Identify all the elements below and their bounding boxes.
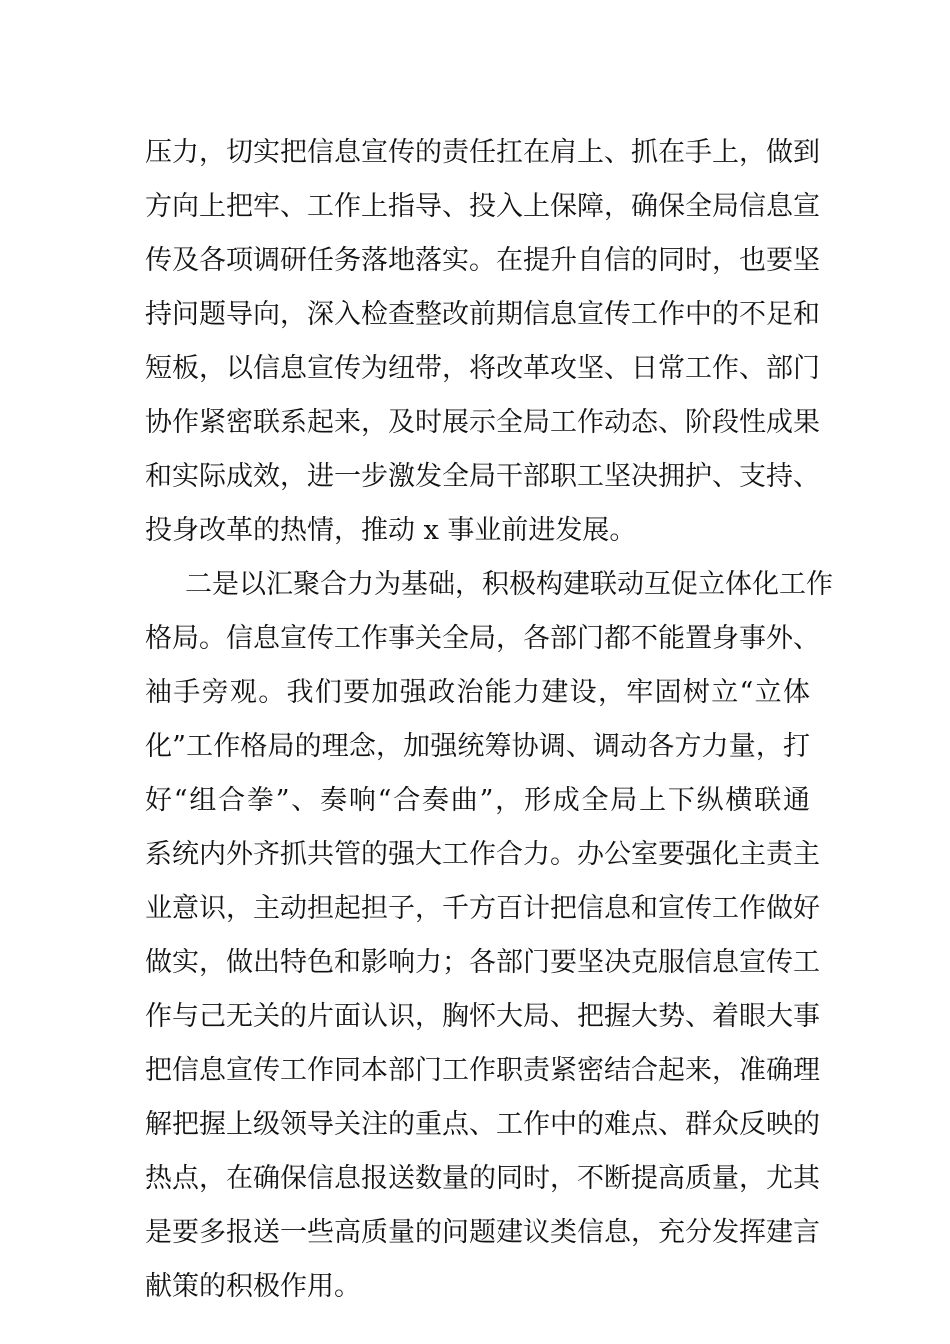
text-line: 持问题导向，深入检查整改前期信息宣传工作中的不足和 [145, 299, 820, 330]
text-line: 传及各项调研任务落地落实。在提升自信的同时，也要坚 [145, 245, 820, 276]
text-line: 化”工作格局的理念，加强统筹协调、调动各方力量，打 [145, 731, 810, 762]
text-line: 作与己无关的片面认识，胸怀大局、把握大势、着眼大事 [145, 1001, 820, 1032]
text-line: 袖手旁观。我们要加强政治能力建设，牢固树立“立体 [145, 677, 810, 708]
text-line: 压力，切实把信息宣传的责任扛在肩上、抓在手上，做到 [145, 137, 820, 168]
text-line: 解把握上级领导关注的重点、工作中的难点、群众反映的 [145, 1109, 820, 1140]
text-line: 格局。信息宣传工作事关全局，各部门都不能置身事外、 [145, 623, 820, 654]
text-line: 方向上把牢、工作上指导、投入上保障，确保全局信息宣 [145, 191, 820, 222]
text-line: 协作紧密联系起来，及时展示全局工作动态、阶段性成果 [145, 407, 820, 438]
text-line: 是要多报送一些高质量的问题建议类信息，充分发挥建言 [145, 1217, 820, 1248]
text-line: 把信息宣传工作同本部门工作职责紧密结合起来，准确理 [145, 1055, 820, 1086]
text-line: 短板，以信息宣传为纽带，将改革攻坚、日常工作、部门 [145, 353, 820, 384]
paragraph-end-line: 投身改革的热情，推动 x 事业前进发展。 [145, 515, 637, 546]
text-line: 热点，在确保信息报送数量的同时，不断提高质量，尤其 [145, 1163, 820, 1194]
text-line: 和实际成效，进一步激发全局干部职工坚决拥护、支持、 [145, 461, 820, 492]
text-line: 好“组合拳”、奏响“合奏曲”，形成全局上下纵横联通 [145, 785, 810, 816]
body-text [145, 126, 833, 1314]
paragraph-end-line: 献策的积极作用。 [145, 1271, 361, 1302]
text-line: 做实，做出特色和影响力；各部门要坚决克服信息宣传工 [145, 947, 820, 978]
paragraph-start-line: 二是以汇聚合力为基础，积极构建联动互促立体化工作 [185, 569, 833, 600]
text-line: 业意识，主动担起担子，千方百计把信息和宣传工作做好 [145, 893, 820, 924]
text-line: 系统内外齐抓共管的强大工作合力。办公室要强化主责主 [145, 839, 820, 870]
